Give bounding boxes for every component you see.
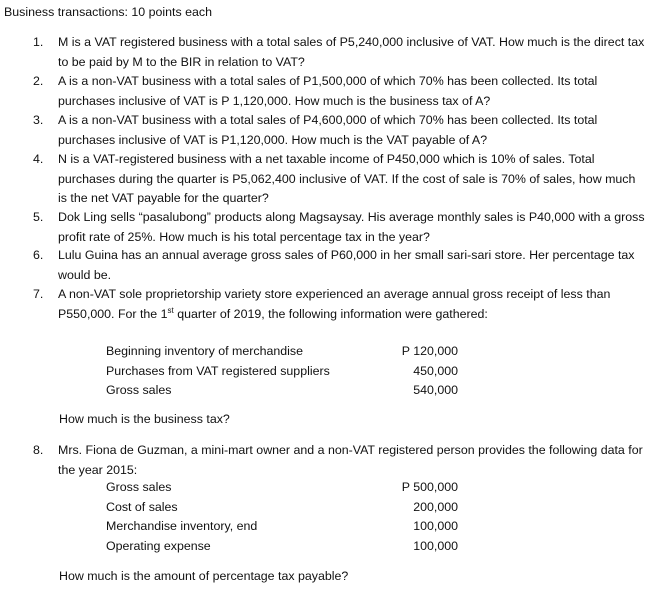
row-label: Merchandise inventory, end — [106, 519, 258, 533]
table-row — [106, 498, 466, 518]
question-number: 7. — [33, 287, 44, 301]
row-label: Cost of sales — [106, 499, 178, 514]
table-row — [106, 381, 466, 401]
table-row — [106, 478, 466, 498]
question-number: 1. — [33, 35, 44, 49]
table-row — [106, 517, 466, 537]
question-text: A non-VAT sole proprietorship variety store experienced an average annual gross receipt of less than P550,000. For the 1st quarter of 2019, the following information were gathered: — [58, 287, 611, 321]
row-label: Beginning inventory of merchandise — [106, 344, 303, 358]
row-label: Operating expense — [106, 538, 211, 553]
row-label: Gross sales — [106, 383, 172, 397]
question-number: 5. — [33, 210, 44, 224]
question-text: Mrs. Fiona de Guzman, a mini-mart owner and a non-VAT registered person provides the following data for the year 2015: — [58, 443, 643, 477]
question-text: A is a non-VAT business with a total sales of P1,500,000 of which 70% has been collected. Its total purchases inclusive of VAT is P 1,120,000. How much is the business tax of A? — [58, 74, 598, 108]
table-row — [106, 362, 466, 382]
table-row — [106, 537, 466, 557]
question-number: 2. — [33, 74, 44, 88]
q7-data-table — [106, 342, 466, 401]
q8-data-table — [106, 478, 466, 556]
question-text: Dok Ling sells “pasalubong” products along Magsaysay. His average monthly sales is P40,000 with a gross profit rate of 25%. How much is his total percentage tax in the year? — [58, 210, 645, 244]
q7-question: How much is the business tax? — [59, 412, 230, 426]
superscript: st — [167, 305, 174, 315]
question-text: M is a VAT registered business with a total sales of P5,240,000 inclusive of VAT. How much is the direct tax to be paid by M to the BIR in relation to VAT? — [58, 35, 645, 69]
row-value: P 500,000 — [401, 480, 458, 494]
table-row — [106, 342, 466, 362]
row-value: 100,000 — [413, 519, 458, 533]
q8-question: How much is the amount of percentage tax payable? — [59, 569, 349, 583]
row-value: 100,000 — [413, 538, 458, 553]
row-value: P 120,000 — [401, 344, 458, 358]
document-title: Business transactions: 10 points each — [4, 5, 213, 19]
question-number: 6. — [33, 248, 44, 262]
question-text: N is a VAT-registered business with a net taxable income of P450,000 which is 10% of sales. Total purchases during the quarter is P5,062,400 inclusive of VAT. If the cost of sale is 70% of sales, how much is the net VAT payable for the quarter? — [58, 152, 636, 205]
row-value: 200,000 — [413, 499, 458, 514]
row-value: 540,000 — [413, 383, 458, 397]
question-text: Lulu Guina has an annual average gross sales of P60,000 in her small sari-sari store. Her percentage tax would be. — [58, 248, 635, 282]
row-label: Gross sales — [106, 480, 172, 494]
question-number: 3. — [33, 113, 44, 127]
row-label: Purchases from VAT registered suppliers — [106, 363, 330, 378]
question-number: 8. — [33, 443, 44, 457]
question-text: A is a non-VAT business with a total sales of P4,600,000 of which 70% has been collected. Its total purchases inclusive of VAT is P1,120,000. How much is the VAT payable of A? — [58, 113, 598, 147]
question-number: 4. — [33, 152, 44, 166]
row-value: 450,000 — [413, 363, 458, 378]
